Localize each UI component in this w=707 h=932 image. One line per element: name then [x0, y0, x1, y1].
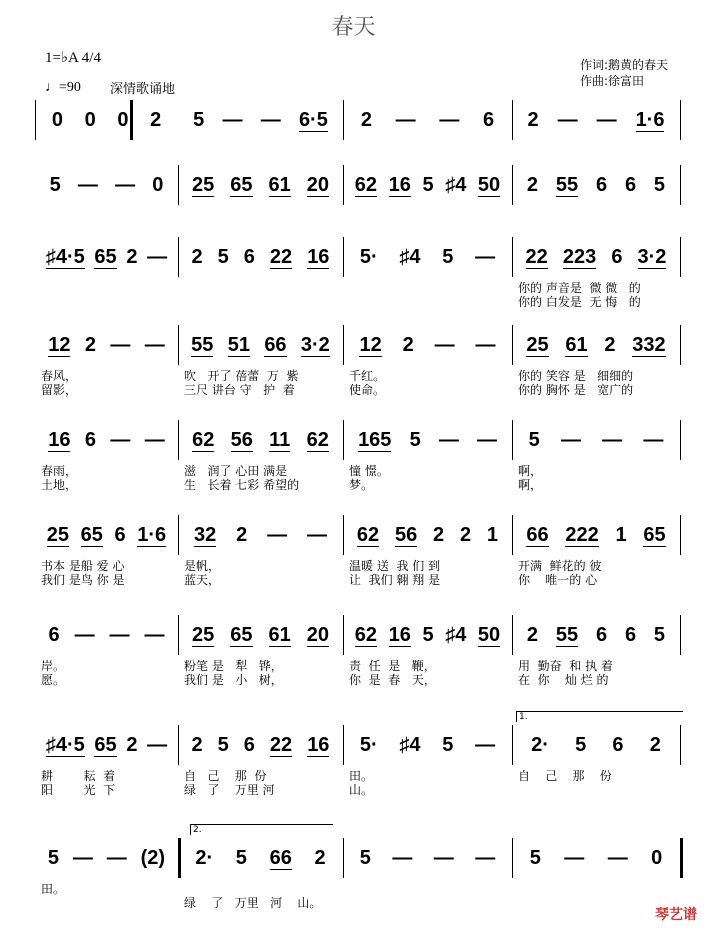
- barline: [35, 100, 36, 140]
- note: 66: [269, 846, 292, 869]
- lyric-line-1: 责 任 是 鞭，: [349, 659, 436, 673]
- note: —: [643, 428, 664, 451]
- note: 5: [359, 846, 371, 869]
- note: 65: [643, 523, 666, 546]
- note: 6: [595, 623, 608, 646]
- barline: [343, 838, 344, 878]
- note: 2: [526, 173, 539, 196]
- barline: [680, 838, 683, 878]
- note: —: [144, 333, 165, 356]
- note: —: [434, 333, 455, 356]
- note: —: [72, 846, 93, 869]
- note: —: [475, 333, 496, 356]
- lyric-line-1: 自 己 那 份: [184, 769, 267, 783]
- note: 2: [191, 245, 203, 268]
- note: —: [560, 428, 581, 451]
- note: 65: [230, 623, 253, 646]
- note: 222: [565, 523, 599, 546]
- measure: [35, 420, 178, 460]
- note: 16: [307, 733, 330, 756]
- lyric-line-2: 你 唯一的 心: [518, 573, 598, 587]
- measure: [178, 165, 343, 205]
- song-title: 春天: [331, 15, 376, 40]
- note: 1·6: [635, 108, 665, 131]
- barline: [178, 325, 179, 365]
- note: 5: [422, 173, 434, 196]
- note: 2: [126, 245, 138, 268]
- lyric-line-1: 吹 开了 蓓蕾 万 紫: [184, 369, 299, 383]
- tempo-marking: ♩=90: [45, 80, 81, 95]
- note: —: [564, 846, 585, 869]
- lyric-line-2: 梦。: [349, 478, 374, 492]
- note: 5: [575, 733, 587, 756]
- measure: [35, 325, 178, 365]
- note: —: [106, 846, 127, 869]
- note: 65: [94, 733, 117, 756]
- note: —: [260, 108, 281, 131]
- note: 56: [230, 428, 253, 451]
- note: —: [607, 846, 628, 869]
- lyric-line-1: 用 勤奋 和 执 着: [518, 659, 613, 673]
- note: 6·5: [298, 108, 328, 131]
- note: —: [115, 173, 136, 196]
- note: 2: [126, 733, 138, 756]
- note: 165: [358, 428, 392, 451]
- lyricist-credit: 作词:鹅黄的春天: [580, 58, 669, 72]
- note: 3·2: [300, 333, 330, 356]
- note: 2·: [195, 846, 214, 869]
- barline: [680, 725, 681, 765]
- lyric-line-1: 春雨，: [41, 464, 78, 478]
- lyric-line-1: 田。: [41, 882, 66, 896]
- staff-system: [0, 615, 707, 687]
- note: —: [475, 733, 496, 756]
- note: 6: [624, 623, 637, 646]
- note: 61: [268, 623, 291, 646]
- lyric-line-2: 留影，: [41, 383, 78, 397]
- measure: [343, 515, 512, 555]
- measure: [512, 100, 680, 140]
- lyric-line-1: 粉笔 是 犁 铧，: [184, 659, 283, 673]
- note: —: [476, 428, 497, 451]
- note: 51: [227, 333, 250, 356]
- note: 22: [269, 245, 293, 268]
- measure: [343, 325, 512, 365]
- barline: [680, 325, 681, 365]
- note: —: [147, 733, 168, 756]
- note: 2: [433, 523, 445, 546]
- barline: [512, 615, 513, 655]
- lyric-line-1: 开满 鲜花的 彼: [518, 559, 602, 573]
- note: 62: [192, 428, 215, 451]
- lyric-line-1: 书本 是船 爱 心: [41, 559, 125, 573]
- measure: [178, 725, 343, 765]
- note: 16: [48, 428, 71, 451]
- barline: [680, 615, 681, 655]
- note: —: [267, 523, 288, 546]
- measure: [343, 420, 512, 460]
- note: 66: [526, 523, 549, 546]
- note: 5: [49, 173, 61, 196]
- note: 1·6: [137, 523, 167, 546]
- note: 0: [651, 846, 663, 869]
- note: 12: [359, 333, 382, 356]
- staff-system: [0, 100, 707, 140]
- note: 61: [565, 333, 588, 356]
- measure: [178, 237, 343, 277]
- note: —: [602, 428, 623, 451]
- measure: [35, 725, 178, 765]
- note: 2: [526, 623, 539, 646]
- barline: [178, 165, 179, 205]
- lyric-line-1: 憧 憬。: [349, 464, 389, 478]
- note: —: [147, 245, 168, 268]
- barline: [343, 615, 344, 655]
- volta-bracket: 2.: [190, 824, 333, 835]
- note: 55: [555, 173, 579, 196]
- lyric-line-2: 愿。: [41, 673, 66, 687]
- lyric-line-2: 你的 胸怀 是 宽广的: [518, 383, 634, 397]
- note: ♯4: [399, 733, 421, 756]
- measure: [178, 515, 343, 555]
- note: 11: [269, 428, 291, 451]
- note: 25: [526, 333, 549, 356]
- note: 2: [402, 333, 414, 356]
- lyric-line-2: 啊，: [518, 478, 543, 492]
- lyric-line-2: 我们 是 小 树，: [184, 673, 283, 687]
- note: 16: [388, 623, 411, 646]
- note: ♯4·5: [45, 245, 85, 268]
- barline: [512, 838, 513, 878]
- measure: [35, 100, 178, 140]
- note: 5: [235, 846, 247, 869]
- note: 5: [529, 846, 541, 869]
- measure: [178, 325, 343, 365]
- measure: [178, 838, 343, 878]
- lyric-line-2: 你 是 春 天，: [349, 673, 436, 687]
- barline: [130, 100, 133, 140]
- note: 223: [562, 245, 597, 268]
- note: —: [439, 108, 460, 131]
- lyric-line-1: 耕 耘 着: [41, 769, 116, 783]
- lyric-line-2: 蓝天，: [184, 573, 221, 587]
- note: 16: [388, 173, 411, 196]
- lyric-line-2: 三尺 讲台 守 护 着: [184, 383, 295, 397]
- lyric-line-2: 生 长着 七彩 希望的: [184, 478, 300, 492]
- note: 5: [442, 733, 454, 756]
- lyric-line-2: 阳 光 下: [41, 783, 116, 797]
- barline: [178, 838, 181, 878]
- barline: [178, 237, 179, 277]
- note: 6: [243, 245, 255, 268]
- note: 65: [94, 245, 117, 268]
- staff-system: [0, 165, 707, 205]
- note: 6: [624, 173, 637, 196]
- note: 0: [84, 108, 96, 131]
- note: 65: [80, 523, 103, 546]
- note: ♯4: [399, 245, 421, 268]
- note: 3·2: [637, 245, 667, 268]
- note: —: [110, 333, 131, 356]
- measure: [35, 838, 178, 878]
- barline: [178, 615, 179, 655]
- note: 2: [191, 733, 203, 756]
- barline: [512, 420, 513, 460]
- key-signature: 1=♭A 4/4: [45, 50, 101, 66]
- note: 6: [48, 623, 60, 646]
- barline: [343, 100, 344, 140]
- note: 25: [192, 623, 215, 646]
- measure: [512, 237, 680, 277]
- barline: [512, 325, 513, 365]
- note: 2: [84, 333, 96, 356]
- note: ♯4·5: [45, 733, 85, 756]
- measure: [35, 237, 178, 277]
- barline: [343, 325, 344, 365]
- note: 5: [653, 173, 666, 196]
- note: 2: [236, 523, 248, 546]
- note: 6: [114, 523, 126, 546]
- note: 0: [51, 108, 63, 131]
- note: 6: [595, 173, 608, 196]
- barline: [512, 725, 513, 765]
- barline: [512, 515, 513, 555]
- note: 5: [409, 428, 421, 451]
- note: 16: [307, 245, 330, 268]
- note: 62: [354, 173, 378, 196]
- barline: [343, 725, 344, 765]
- note: ♯4: [445, 623, 467, 646]
- note: 6: [483, 108, 495, 131]
- note: —: [557, 108, 578, 131]
- measure: [343, 237, 512, 277]
- lyric-line-1: 千红。: [349, 369, 386, 383]
- note: 22: [525, 245, 548, 268]
- staff-system: [0, 420, 707, 492]
- note: —: [438, 428, 459, 451]
- note: 2: [360, 108, 372, 131]
- lyric-line-2: 我们 是鸟 你 是: [41, 573, 125, 587]
- note: 1: [615, 523, 627, 546]
- note: 20: [306, 173, 329, 196]
- note: —: [110, 428, 131, 451]
- measure: [512, 725, 680, 765]
- barline: [680, 515, 681, 555]
- lyric-line-1: 自 己 那 份: [518, 769, 612, 783]
- staff-system: [0, 237, 707, 309]
- note: 2: [314, 846, 326, 869]
- note: 5: [528, 428, 540, 451]
- lyric-line-2: 在 你 灿 烂 的: [518, 673, 609, 687]
- staff-system: [0, 515, 707, 587]
- measure: [512, 615, 680, 655]
- note: 55: [191, 333, 214, 356]
- note: 5: [653, 623, 666, 646]
- measure: [35, 165, 178, 205]
- note: 62: [356, 523, 380, 546]
- note: —: [475, 245, 496, 268]
- note: 6: [611, 245, 623, 268]
- barline: [512, 165, 513, 205]
- measure: [35, 615, 178, 655]
- staff-system: [0, 712, 707, 797]
- note: —: [395, 108, 416, 131]
- note: 62: [354, 623, 378, 646]
- measure: [512, 515, 680, 555]
- note: —: [433, 846, 454, 869]
- note: 61: [268, 173, 291, 196]
- note: 22: [269, 733, 293, 756]
- note: —: [222, 108, 243, 131]
- staff-system: [0, 825, 707, 910]
- barline: [512, 100, 513, 140]
- measure: [343, 100, 512, 140]
- barline: [343, 515, 344, 555]
- note: 0: [152, 173, 164, 196]
- lyric-line-2: 让 我们 翱 翔 是: [349, 573, 441, 587]
- note: 66: [264, 333, 287, 356]
- note: —: [144, 428, 165, 451]
- barline: [343, 237, 344, 277]
- volta-bracket: 1.: [516, 711, 683, 722]
- note: 5·: [359, 245, 378, 268]
- measure: [512, 838, 680, 878]
- composer-credit: 作曲:徐富田: [580, 74, 645, 88]
- note: 55: [555, 623, 579, 646]
- note: 6: [243, 733, 255, 756]
- note: 12: [48, 333, 71, 356]
- lyric-line-1: 温暖 送 我 们 到: [349, 559, 441, 573]
- note: 2·: [531, 733, 549, 756]
- note: 5: [217, 245, 229, 268]
- barline: [343, 165, 344, 205]
- lyric-line-2: 土地，: [41, 478, 78, 492]
- expression-marking: 深情歌诵地: [110, 82, 176, 97]
- note: ♯4: [445, 173, 467, 196]
- note: 5·: [359, 733, 378, 756]
- barline: [512, 237, 513, 277]
- note: —: [596, 108, 617, 131]
- lyric-line-2: 绿 了 万里 河: [184, 783, 275, 797]
- barline: [178, 515, 179, 555]
- note: 20: [306, 623, 329, 646]
- measure: [178, 615, 343, 655]
- note: —: [109, 623, 130, 646]
- lyric-line-2: 你的 白发是 无 悔 的: [518, 295, 641, 309]
- barline: [343, 420, 344, 460]
- note: 25: [192, 173, 215, 196]
- measure: [178, 100, 343, 140]
- note: —: [77, 173, 98, 196]
- lyric-line-1: 田。: [349, 769, 374, 783]
- note: 1: [486, 523, 499, 546]
- note: 5: [217, 733, 229, 756]
- note: 5: [193, 108, 205, 131]
- lyric-line-1: 啊，: [518, 464, 543, 478]
- lyric-line-2: 绿 了 万里 河 山。: [184, 896, 322, 910]
- note: 5: [47, 846, 60, 869]
- staff-system: [0, 325, 707, 397]
- note: 50: [477, 623, 501, 646]
- note: (2): [140, 846, 166, 869]
- note: 2: [150, 108, 162, 131]
- lyric-line-2: 使命。: [349, 383, 386, 397]
- note: 50: [477, 173, 501, 196]
- note: 2: [604, 333, 616, 356]
- watermark-logo: 琴艺谱: [655, 907, 697, 923]
- note: 6: [612, 733, 624, 756]
- measure: [35, 515, 178, 555]
- barline: [178, 725, 179, 765]
- note: 65: [230, 173, 253, 196]
- barline: [178, 420, 179, 460]
- measure: [343, 838, 512, 878]
- measure: [178, 420, 343, 460]
- measure: [512, 420, 680, 460]
- lyric-line-1: 岸。: [41, 659, 66, 673]
- lyric-line-1: 你的 声音是 微 微 的: [518, 281, 641, 295]
- measure: [512, 165, 680, 205]
- note: 0: [117, 108, 129, 131]
- measure: [343, 615, 512, 655]
- lyric-line-1: 春风，: [41, 369, 78, 383]
- note: —: [307, 523, 328, 546]
- note: —: [475, 846, 496, 869]
- note: 2: [527, 108, 539, 131]
- lyric-line-1: 是帆，: [184, 559, 221, 573]
- note: —: [74, 623, 95, 646]
- lyric-line-1: 你的 笑容 是 细细的: [518, 369, 634, 383]
- barline: [680, 100, 681, 140]
- note: 5: [442, 245, 454, 268]
- barline: [680, 420, 681, 460]
- barline: [680, 237, 681, 277]
- note: 32: [193, 523, 217, 546]
- note: 332: [632, 333, 666, 356]
- note: 62: [306, 428, 329, 451]
- note: 2: [459, 523, 472, 546]
- lyric-line-1: 滋 润了 心田 满是: [184, 464, 288, 478]
- note: 56: [394, 523, 418, 546]
- measure: [343, 165, 512, 205]
- measure: [512, 325, 680, 365]
- note: 5: [422, 623, 434, 646]
- note: —: [144, 623, 165, 646]
- note: 2: [649, 733, 661, 756]
- barline: [680, 165, 681, 205]
- lyric-line-2: 山。: [349, 783, 374, 797]
- note: —: [392, 846, 413, 869]
- measure: [343, 725, 512, 765]
- note: 6: [84, 428, 96, 451]
- note: 25: [46, 523, 70, 546]
